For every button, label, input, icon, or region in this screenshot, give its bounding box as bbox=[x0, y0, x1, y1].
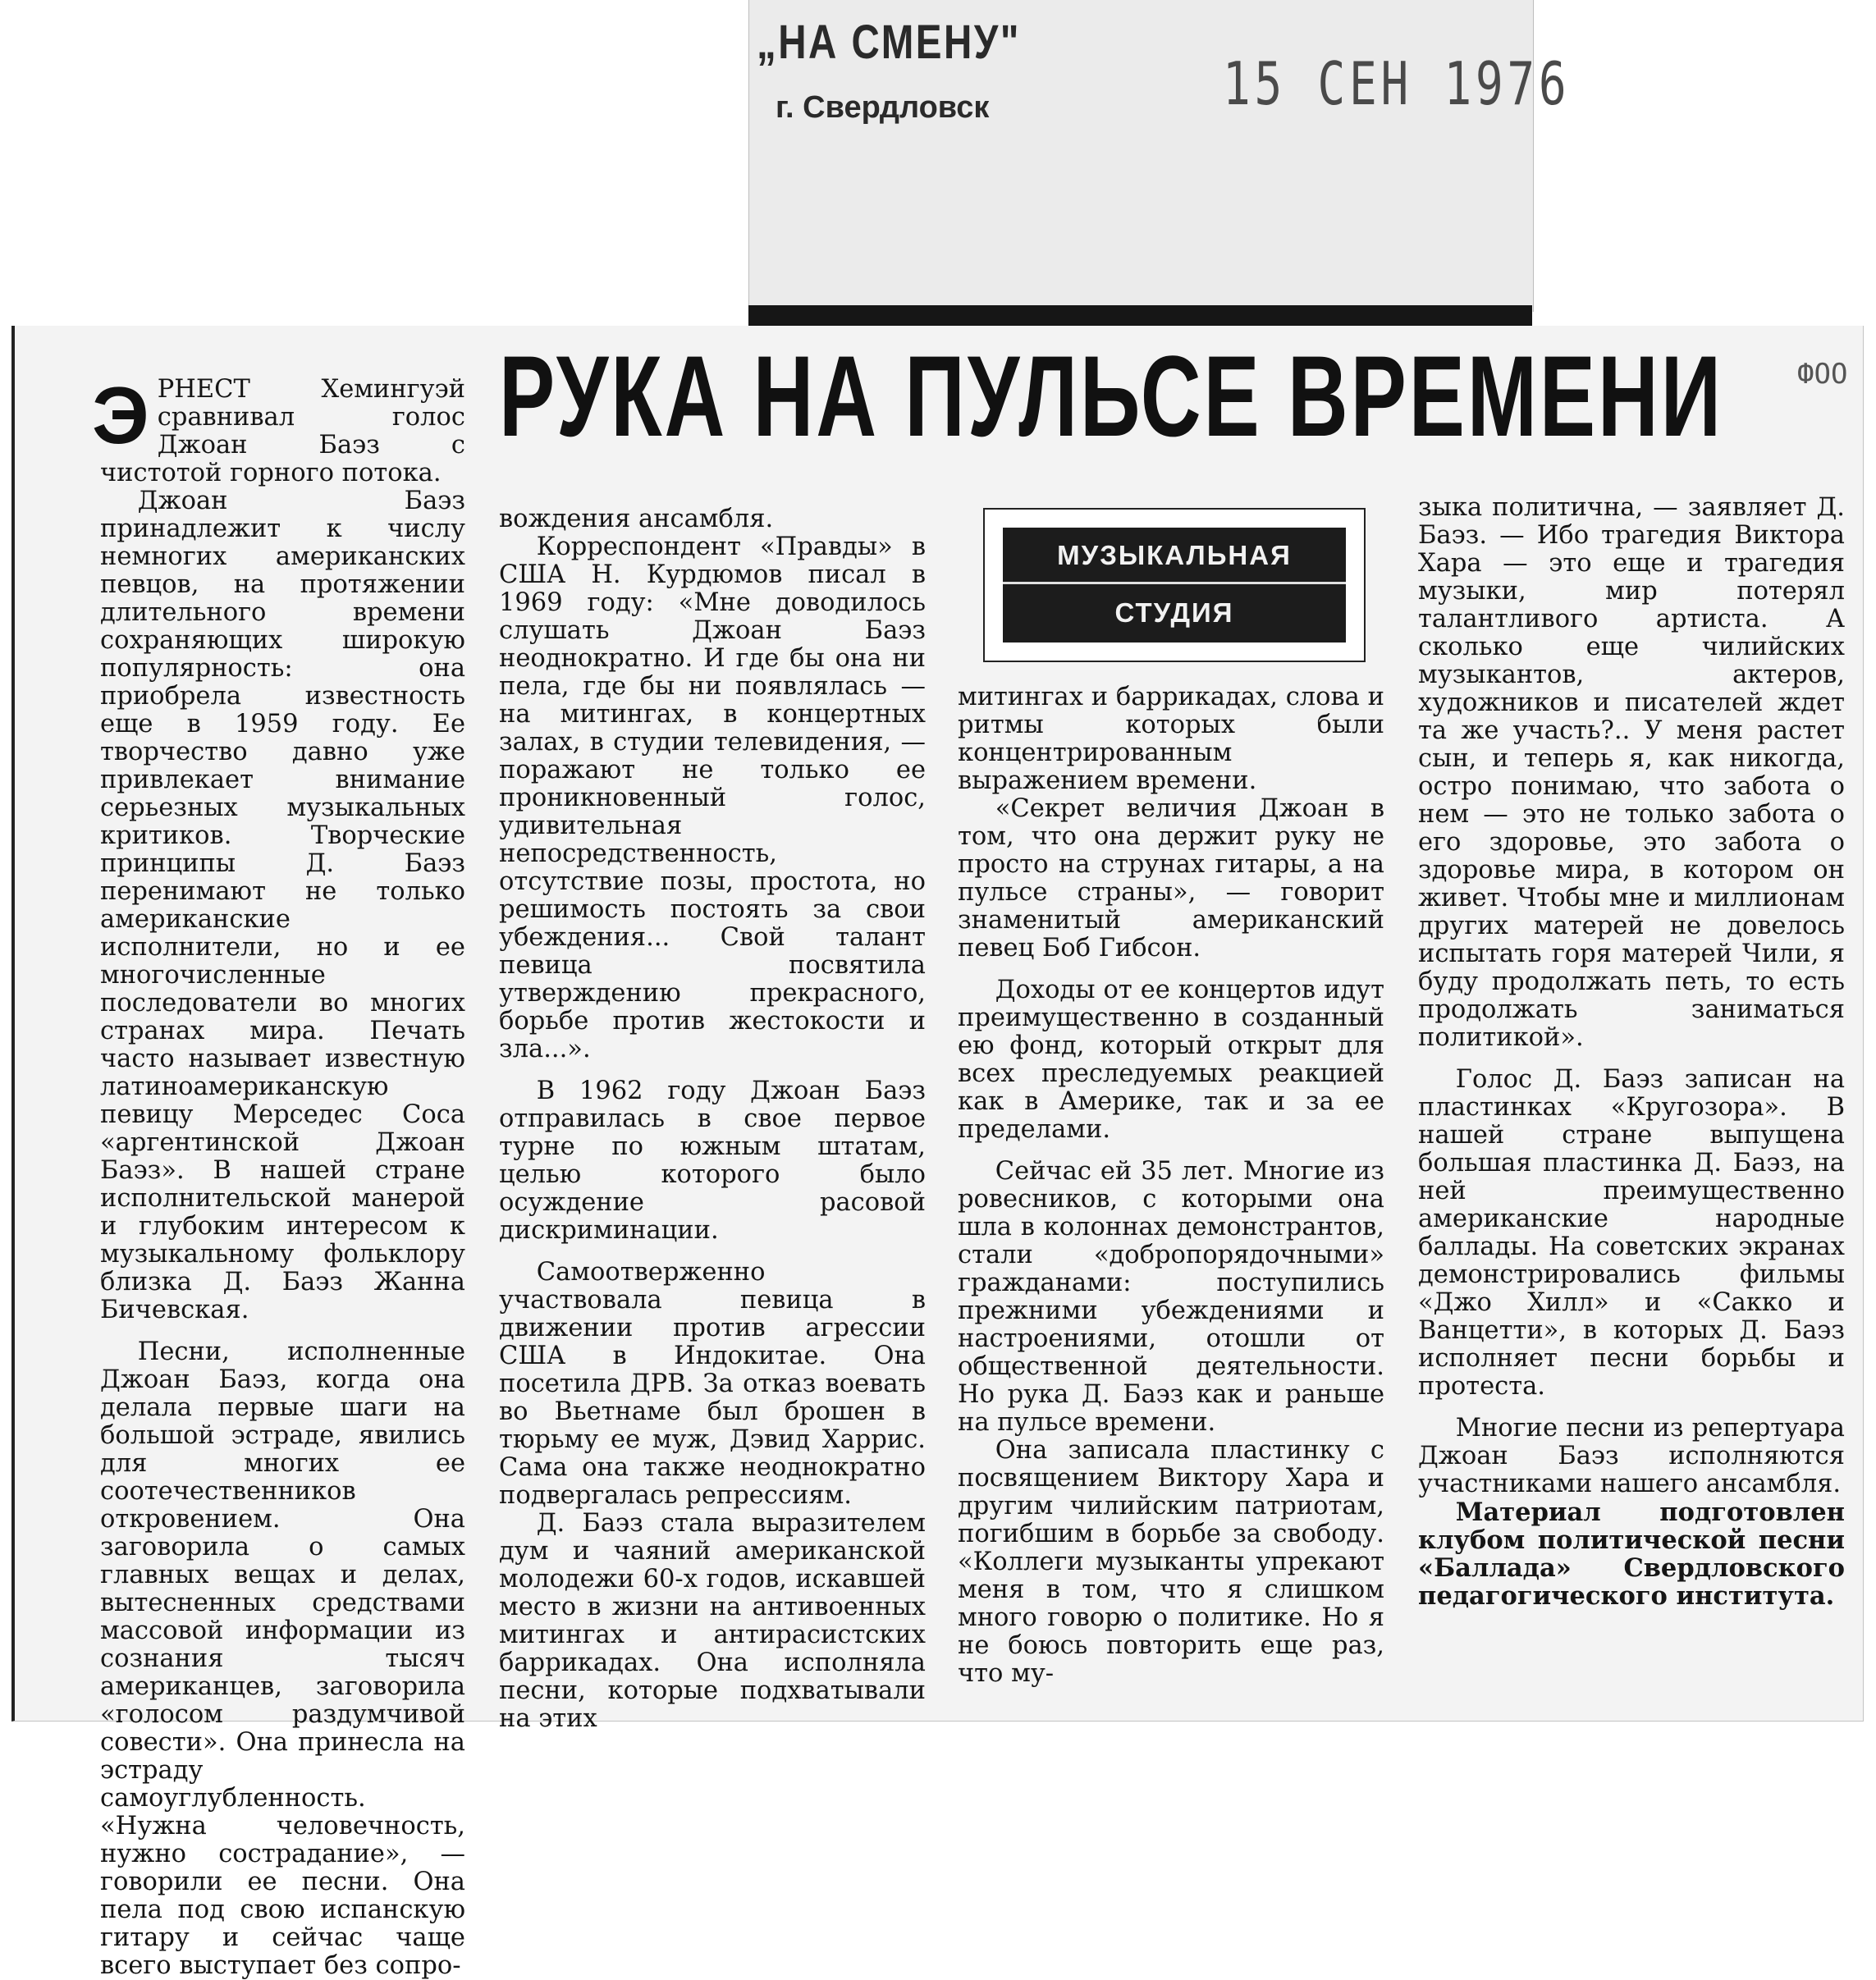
paragraph: вождения ансамбля. bbox=[499, 505, 774, 533]
date-stamp: 15 СЕН 1976 bbox=[1223, 49, 1571, 118]
article-credit: Материал подготовлен клубом политической песни «Баллада» Свердловского педагогического института. bbox=[1418, 1498, 1845, 1611]
rubric-line-1: МУЗЫКАЛЬНАЯ bbox=[1003, 529, 1346, 584]
newspaper-city: г. Свердловск bbox=[776, 90, 990, 125]
rubric-box bbox=[983, 508, 1366, 662]
paragraph: «Секрет величия Джоан в том, что она держит руку не просто на струнах гитары, а на пульсе страны», — говорит знаменитый американский певец Боб Гибсон. bbox=[958, 794, 1384, 963]
paragraph-lead bbox=[92, 370, 465, 487]
paragraph: зыка политична, — заявляет Д. Баэз. — Ибо трагедия Виктора Хара — это еще и трагедия музыки, мир потерял талантливого артиста. А сколько еще чилийских музыкантов, актеров, художников и писателей ждет та же участь?.. У меня растет сын, и теперь я, как никогда, остро понимаю, что забота о нем — это не только забота о его здоровье, это забота о здоровье мира, в котором он живет. Чтобы мне и миллионам других матерей не довелось испытать горя матерей Чили, я буду продолжать петь, то есть продолжать заниматься политикой». bbox=[1418, 493, 1845, 1052]
lead-text: РНЕСТ Хемингуэй сравнивал голос Джоан Баэз с чистотой горного потока. bbox=[100, 375, 465, 487]
paragraph: Джоан Баэз принадлежит к числу немногих американских певцов, на протяжении длительного времени сохраняющих широкую популярность: она приобрела известность еще в 1959 году. Ее творчество давно уже привлекает внимание серьезных музыкальных критиков. Творческие принципы Д. Баэз перенимают не только американские исполнители, но и ее многочисленные последователи во многих странах мира. Печать часто называет известную латиноамериканскую певицу Мерседес Соса «аргентинской Джоан Баэз». В нашей стране исполнительской манерой и глубоким интересом к музыкальному фольклору близка Д. Баэз Жанна Бичевская. bbox=[100, 487, 465, 1324]
paragraph: Голос Д. Баэз записан на пластинках «Кругозора». В нашей стране выпущена большая пластинка Д. Баэз, на ней преимущественно американские народные баллады. На советских экранах демонстрировались фильмы «Джо Хилл» и «Сакко и Ванцетти», в которых Д. Баэз исполняет песни борьбы и протеста. bbox=[1418, 1065, 1845, 1401]
rubric-line-2: СТУДИЯ bbox=[1114, 597, 1234, 628]
column-3 bbox=[958, 684, 1384, 1688]
paragraph: Корреспондент «Правды» в США Н. Курдюмов писал в 1969 году: «Мне доводилось слушать Джоан Баэз неоднократно. И где бы она ни пела, где бы ни появлялась — на митингах, в концертных залах, в студии телевидения, — поражают не только ее проникновенный голос, удивительная непосредственность, отсутствие позы, простота, но решимость постоять за свои убеждения... Свой талант певица посвятила утверждению прекрасного, борьбе против жестокости и зла...». bbox=[499, 533, 926, 1063]
article-headline: РУКА НА ПУЛЬСЕ ВРЕМЕНИ bbox=[499, 332, 1724, 460]
paragraph: Сейчас ей 35 лет. Многие из ровесников, с которыми она шла в колоннах демонстрантов, стали «добропорядочными» гражданами: поступились прежними убеждениями и настроениями, отошли от общественной деятельности. Но рука Д. Баэз как и раньше на пульсе времени. bbox=[958, 1157, 1384, 1437]
drop-cap: Э bbox=[92, 370, 149, 460]
paragraph: Самоотверженно участвовала певица в движении против агрессии США в Индокитае. Она посетила ДРВ. За отказ воевать во Вьетнаме был брошен в тюрьму ее муж, Дэвид Харрис. Сама она также неоднократно подвергалась репрессиям. bbox=[499, 1258, 926, 1510]
paragraph: Многие песни из репертуара Джоан Баэз исполняются участниками нашего ансамбля. bbox=[1418, 1414, 1845, 1498]
paragraph: Доходы от ее концертов идут преимущественно в созданный ею фонд, который открыт для всех преследуемых реакцией как в Америке, так и за ее пределами. bbox=[958, 976, 1384, 1144]
column-2 bbox=[499, 505, 926, 1733]
paragraph: Д. Баэз стала выразителем дум и чаяний американской молодежи 60-х годов, искавшей место в жизни на антивоенных митингах и антирасистских баррикадах. Она исполняла песни, которые подхватывали на этих bbox=[499, 1509, 926, 1733]
masthead-rule bbox=[748, 305, 1532, 327]
column-4 bbox=[1418, 494, 1845, 1610]
paragraph: В 1962 году Джоан Баэз отправилась в свое первое турне по южным штатам, целью которого было осуждение расовой дискриминации. bbox=[499, 1077, 926, 1245]
edge-fragment: ФОО bbox=[1797, 358, 1848, 391]
rubric-panel bbox=[1003, 528, 1346, 642]
paragraph: митингах и баррикадах, слова и ритмы которых были концентрированным выражением времени. bbox=[958, 683, 1384, 795]
newspaper-name: „НА СМЕНУ" bbox=[757, 16, 1021, 69]
paragraph: Песни, исполненные Джоан Баэз, когда она делала первые шаги на большой эстраде, явились для многих ее соотечественников откровением. Она заговорила о самых главных вещах и делах, вытесненных средствами массовой информации из сознания тысяч американцев, заговорила «голосом раздумчивой совести». Она принесла на эстраду самоуглубленность. «Нужна человечность, нужно сострадание», — говорили ее песни. Она пела под свою испанскую гитару и сейчас чаще всего выступает без сопро- bbox=[100, 1338, 465, 1980]
column-1 bbox=[92, 370, 465, 1980]
paragraph: Она записала пластинку с посвящением Виктору Хара и другим чилийским патриотам, погибшим в борьбе за свободу. «Коллеги музыканты упрекают меня в том, что я слишком много говорю о политике. Но я не боюсь повторить еще раз, что му- bbox=[958, 1436, 1384, 1688]
